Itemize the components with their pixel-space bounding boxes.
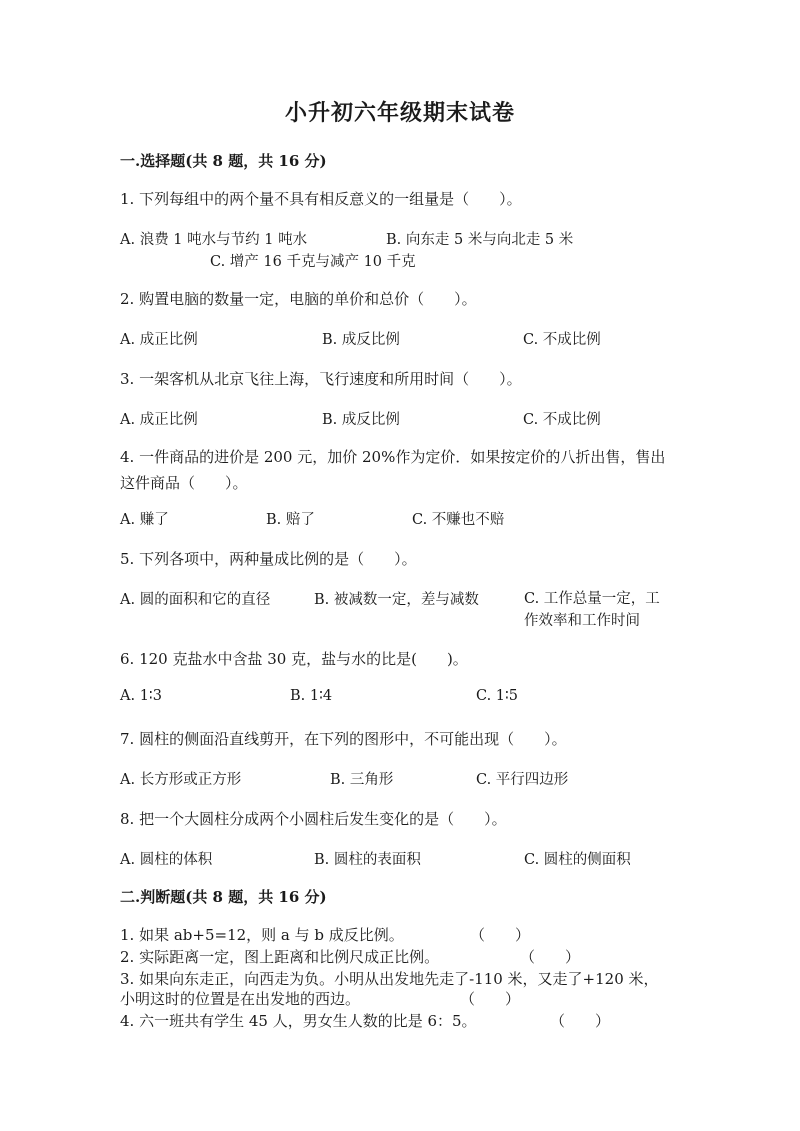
tf-item-3-text-line2: 小明这时的位置是在出发地的西边。: [120, 990, 361, 1008]
q6-option-a: A. 1∶3: [120, 688, 162, 704]
section-heading-choice: 一.选择题(共 8 题，共 16 分): [120, 152, 327, 170]
tf-item-3-continued: [120, 988, 521, 1009]
question-1: 1. 下列每组中的两个量不具有相反意义的一组量是（ ）。: [120, 190, 522, 208]
q6-option-b: B. 1∶4: [290, 688, 333, 704]
tf-item-4-text: 4. 六一班共有学生 45 人，男女生人数的比是 6：5。: [120, 1012, 477, 1030]
question-8: 8. 把一个大圆柱分成两个小圆柱后发生变化的是（ ）。: [120, 810, 507, 828]
tf-item-2: [120, 946, 581, 967]
tf-item-4-answer-blank[interactable]: （ ）: [550, 1012, 611, 1030]
question-2: 2. 购置电脑的数量一定，电脑的单价和总价（ ）。: [120, 290, 477, 308]
q8-option-b: B. 圆柱的表面积: [314, 852, 421, 868]
q4-option-a: A. 赚了: [120, 512, 169, 528]
q2-option-c: C. 不成比例: [523, 332, 601, 348]
question-3: 3. 一架客机从北京飞往上海，飞行速度和所用时间（ ）。: [120, 370, 522, 388]
tf-item-2-answer-blank[interactable]: （ ）: [520, 948, 581, 966]
q4-option-b: B. 赔了: [266, 512, 315, 528]
q7-option-a: A. 长方形或正方形: [120, 772, 242, 788]
q3-option-c: C. 不成比例: [523, 412, 601, 428]
q5-option-a: A. 圆的面积和它的直径: [120, 592, 271, 608]
q5-option-b: B. 被减数一定，差与减数: [314, 592, 479, 608]
q1-option-b: B. 向东走 5 米与向北走 5 米: [386, 232, 574, 248]
question-7: 7. 圆柱的侧面沿直线剪开，在下列的图形中，不可能出现（ ）。: [120, 730, 567, 748]
q3-option-b: B. 成反比例: [322, 412, 400, 428]
tf-item-4: [120, 1010, 611, 1031]
question-5: 5. 下列各项中，两种量成比例的是（ ）。: [120, 550, 417, 568]
q3-option-a: A. 成正比例: [120, 412, 198, 428]
tf-item-1: [120, 924, 531, 945]
tf-item-1-answer-blank[interactable]: （ ）: [470, 926, 531, 944]
q7-option-b: B. 三角形: [330, 772, 394, 788]
q1-option-a: A. 浪费 1 吨水与节约 1 吨水: [120, 232, 308, 248]
question-4: 4. 一件商品的进价是 200 元，加价 20%作为定价．如果按定价的八折出售，售出这件商品（ ）。: [120, 448, 666, 492]
q5-option-c: C. 工作总量一定，工作效率和工作时间: [524, 591, 660, 629]
tf-item-3-text: 3. 如果向东走正，向西走为负。小明从出发地先走了-110 米，又走了+120 米，: [120, 970, 659, 988]
q7-option-c: C. 平行四边形: [476, 772, 569, 788]
q8-option-c: C. 圆柱的侧面积: [524, 852, 631, 868]
q8-option-a: A. 圆柱的体积: [120, 852, 213, 868]
q1-option-c: C. 增产 16 千克与减产 10 千克: [210, 254, 416, 270]
q4-option-c: C. 不赚也不赔: [412, 512, 505, 528]
section-heading-true-false: 二.判断题(共 8 题，共 16 分): [120, 888, 327, 906]
tf-item-2-text: 2. 实际距离一定，图上距离和比例尺成正比例。: [120, 948, 440, 966]
tf-item-3-answer-blank[interactable]: （ ）: [460, 990, 521, 1008]
q2-option-b: B. 成反比例: [322, 332, 400, 348]
q6-option-c: C. 1∶5: [476, 688, 519, 704]
tf-item-1-text: 1. 如果 ab+5=12，则 a 与 b 成反比例。: [120, 926, 404, 944]
q2-option-a: A. 成正比例: [120, 332, 198, 348]
question-6: 6. 120 克盐水中含盐 30 克，盐与水的比是( )。: [120, 650, 468, 668]
tf-item-3: [120, 968, 659, 989]
page-title: 小升初六年级期末试卷: [284, 100, 515, 126]
